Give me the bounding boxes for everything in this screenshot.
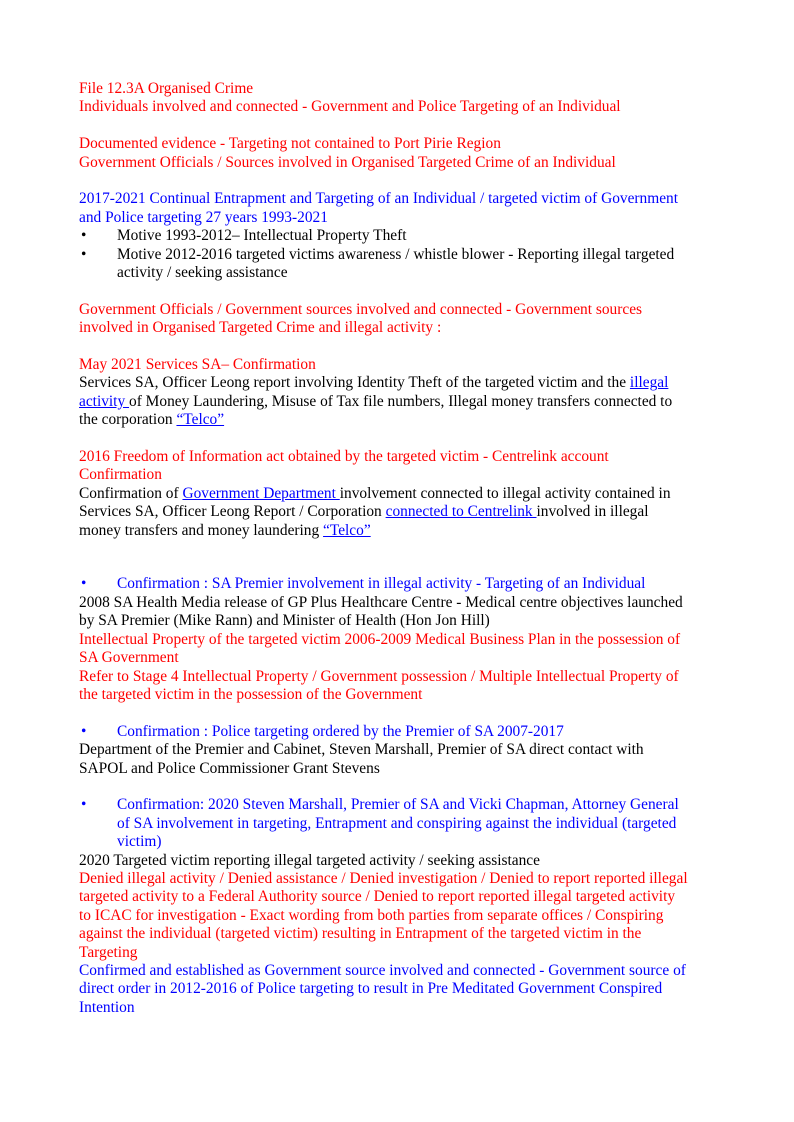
telco-link[interactable]: “Telco” [176, 411, 225, 429]
section-2017-line-2: and Police targeting 27 years 1993-2021 [79, 208, 328, 226]
evidence-line-1: Documented evidence - Targeting not contained to Port Pirie Region [79, 135, 501, 153]
may-2021-para-line-3 [79, 411, 719, 429]
may-2021-para-line-1 [79, 374, 719, 392]
bullet-dot: • [81, 575, 87, 593]
foi-para-line-1 [79, 485, 719, 503]
evidence-line-2: Government Officials / Sources involved in Organised Targeted Crime of an Individual [79, 153, 616, 171]
officials-line-1: Government Officials / Government sources involved and connected - Government sources [79, 300, 643, 318]
motive-bullet-2-cont [79, 264, 719, 282]
may-2021-text: of Money Laundering, Misuse of Tax file numbers, Illegal money transfers connected to [129, 392, 673, 410]
section-2017-line-1: 2017-2021 Continual Entrapment and Targeting of an Individual / targeted victim of Government [79, 190, 679, 208]
marshall-red-2: targeted activity to a Federal Authority source / Denied to report reported illegal targeted activity [79, 888, 676, 906]
premier-red-1: Intellectual Property of the targeted victim 2006-2009 Medical Business Plan in the possession of [79, 630, 681, 648]
foi-text: involved in illegal [536, 503, 649, 521]
bullet-dot: • [81, 245, 87, 263]
foi-text: involvement connected to illegal activity contained in [339, 484, 671, 502]
premier-red-3: Refer to Stage 4 Intellectual Property / Government possession / Multiple Intellectual Property of [79, 667, 679, 685]
police-confirmation-text: Confirmation : Police targeting ordered by the Premier of SA 2007-2017 [117, 722, 564, 740]
centrelink-link[interactable]: connected to Centrelink [385, 503, 537, 521]
police-confirmation-bullet [79, 723, 719, 741]
marshall-confirmation-cont-2 [79, 833, 719, 851]
foi-text: money transfers and money laundering [79, 521, 324, 539]
premier-red-2: SA Government [79, 649, 179, 667]
premier-black-2: by SA Premier (Mike Rann) and Minister of Health (Hon Jon Hill) [79, 612, 490, 630]
document-page [79, 80, 719, 1017]
marshall-blue-2: direct order in 2012-2016 of Police targeting to result in Pre Meditated Government Conspired [79, 980, 663, 998]
marshall-red-1: Denied illegal activity / Denied assistance / Denied investigation / Denied to report reported illegal [79, 869, 688, 887]
premier-confirmation-text: Confirmation : SA Premier involvement in illegal activity - Targeting of an Individual [117, 575, 646, 593]
motive-bullet-1 [79, 227, 719, 245]
bullet-dot: • [81, 722, 87, 740]
foi-text: Services SA, Officer Leong Report / Corporation [79, 503, 386, 521]
motive-2-text-line-2: activity / seeking assistance [117, 264, 288, 282]
marshall-red-5: Targeting [79, 943, 138, 961]
marshall-red-3: to ICAC for investigation - Exact wording from both parties from separate offices / Conspiring [79, 906, 664, 924]
motive-bullet-2 [79, 246, 719, 264]
police-black-2: SAPOL and Police Commissioner Grant Stevens [79, 759, 380, 777]
may-2021-text: the corporation [79, 411, 177, 429]
marshall-confirmation-line-3: victim) [117, 833, 162, 851]
officials-line-2: involved in Organised Targeted Crime and illegal activity : [79, 319, 442, 337]
may-2021-para-line-2 [79, 393, 719, 411]
activity-link[interactable]: activity [79, 392, 130, 410]
motive-1-text: Motive 1993-2012– Intellectual Property Theft [117, 227, 407, 245]
motive-2-text-line-1: Motive 2012-2016 targeted victims awareness / whistle blower - Reporting illegal targeted [117, 245, 675, 263]
foi-2016-heading-1: 2016 Freedom of Information act obtained by the targeted victim - Centrelink account [79, 448, 609, 466]
bullet-dot: • [81, 227, 87, 245]
police-black-1: Department of the Premier and Cabinet, Steven Marshall, Premier of SA direct contact with [79, 741, 644, 759]
marshall-confirmation-cont-1 [79, 815, 719, 833]
may-2021-heading: May 2021 Services SA– Confirmation [79, 356, 316, 374]
bullet-dot: • [81, 796, 87, 814]
foi-text: Confirmation of [79, 484, 183, 502]
premier-confirmation-bullet [79, 575, 719, 593]
marshall-blue-1: Confirmed and established as Government source involved and connected - Government source of [79, 961, 686, 979]
marshall-black-1: 2020 Targeted victim reporting illegal targeted activity / seeking assistance [79, 851, 540, 869]
may-2021-text: Services SA, Officer Leong report involving Identity Theft of the targeted victim and the [79, 374, 630, 392]
marshall-confirmation-line-1: Confirmation: 2020 Steven Marshall, Premier of SA and Vicki Chapman, Attorney General [117, 796, 679, 814]
foi-para-line-3 [79, 522, 719, 540]
illegal-link[interactable]: illegal [629, 374, 669, 392]
premier-black-1: 2008 SA Health Media release of GP Plus Healthcare Centre - Medical centre objectives launched [79, 593, 683, 611]
document-subtitle: Individuals involved and connected - Government and Police Targeting of an Individual [79, 98, 621, 116]
telco-link[interactable]: “Telco” [323, 521, 371, 539]
premier-red-4: the targeted victim in the possession of the Government [79, 685, 423, 703]
marshall-blue-3: Intention [79, 998, 135, 1016]
government-department-link[interactable]: Government Department [182, 484, 340, 502]
marshall-confirmation-line-2: of SA involvement in targeting, Entrapment and conspiring against the individual (targeted [117, 814, 677, 832]
marshall-confirmation-bullet [79, 796, 719, 814]
foi-para-line-2 [79, 503, 719, 521]
foi-2016-heading-2: Confirmation [79, 466, 162, 484]
marshall-red-4: against the individual (targeted victim) resulting in Entrapment of the targeted victim in the [79, 925, 642, 943]
file-title: File 12.3A Organised Crime [79, 80, 254, 97]
